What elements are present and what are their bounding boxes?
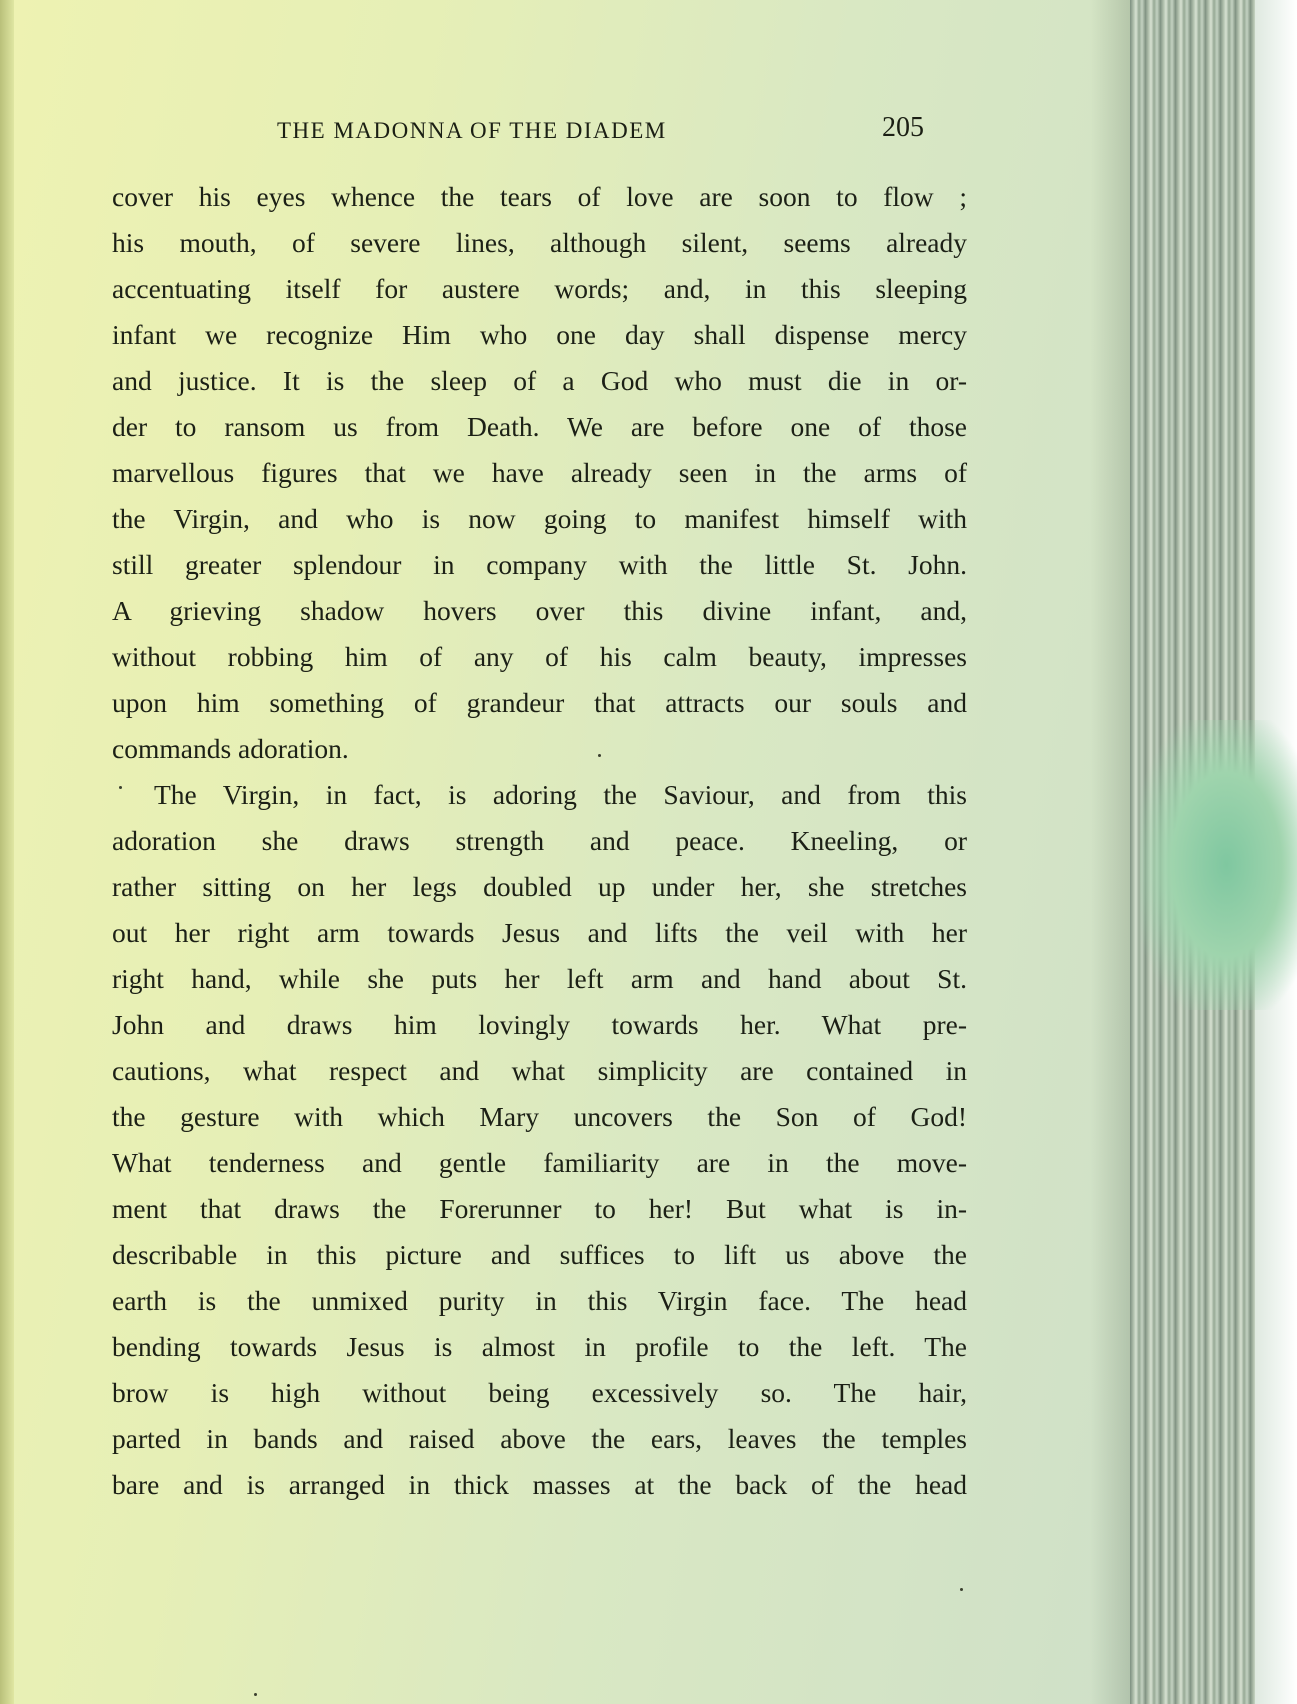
- text-line: cautions, what respect and what simplicity are contained in: [112, 1055, 967, 1086]
- text-line: parted in bands and raised above the ears, leaves the temples: [112, 1423, 967, 1454]
- paper-speck: [119, 786, 122, 789]
- text-line: What tenderness and gentle familiarity are in the move-: [112, 1147, 967, 1178]
- page-header: [0, 112, 1130, 152]
- text-line: earth is the unmixed purity in this Virgin face. The head: [112, 1285, 967, 1316]
- text-line: describable in this picture and suffices to lift us above the: [112, 1239, 967, 1270]
- text-line: the gesture with which Mary uncovers the Son of God!: [112, 1101, 967, 1132]
- running-title: THE MADONNA OF THE DIADEM: [277, 118, 667, 143]
- text-line: upon him something of grandeur that attracts our souls and: [112, 687, 967, 718]
- text-line: adoration she draws strength and peace. Kneeling, or: [112, 825, 967, 856]
- text-line: A grieving shadow hovers over this divine infant, and,: [112, 595, 967, 626]
- text-line: rather sitting on her legs doubled up under her, she stretches: [112, 871, 967, 902]
- paragraph: [112, 772, 967, 1508]
- text-line: ment that draws the Forerunner to her! But what is in-: [112, 1193, 967, 1224]
- paper-speck: [960, 1588, 963, 1591]
- text-line: out her right arm towards Jesus and lifts the veil with her: [112, 917, 967, 948]
- text-line: and justice. It is the sleep of a God who must die in or-: [112, 365, 967, 396]
- text-line: bare and is arranged in thick masses at the back of the head: [112, 1469, 967, 1500]
- page-left-edge: [0, 0, 14, 1704]
- text-line: without robbing him of any of his calm beauty, impresses: [112, 641, 967, 672]
- text-line: cover his eyes whence the tears of love are soon to flow ;: [112, 181, 967, 212]
- text-line: commands adoration.: [112, 733, 349, 764]
- text-line: bending towards Jesus is almost in profile to the left. The: [112, 1331, 967, 1362]
- text-line: right hand, while she puts her left arm and hand about St.: [112, 963, 967, 994]
- text-line: John and draws him lovingly towards her. What pre-: [112, 1009, 967, 1040]
- paper-speck: [598, 754, 601, 757]
- page-number: 205: [882, 112, 924, 143]
- page-shadow: [1090, 0, 1130, 1704]
- text-line: infant we recognize Him who one day shall dispense mercy: [112, 319, 967, 350]
- green-bookmark-tab: [1140, 720, 1297, 1010]
- text-line: brow is high without being excessively so. The hair,: [112, 1377, 967, 1408]
- text-line: der to ransom us from Death. We are before one of those: [112, 411, 967, 442]
- text-line: his mouth, of severe lines, although silent, seems already: [112, 227, 967, 258]
- paragraph: [112, 174, 967, 772]
- text-line: accentuating itself for austere words; and, in this sleeping: [112, 273, 967, 304]
- text-line: still greater splendour in company with the little St. John.: [112, 549, 967, 580]
- paper-speck: [254, 1693, 257, 1696]
- text-line: the Virgin, and who is now going to manifest himself with: [112, 503, 967, 534]
- body-text: [112, 174, 967, 1508]
- text-line: The Virgin, in fact, is adoring the Saviour, and from this: [154, 779, 967, 810]
- text-line: marvellous figures that we have already seen in the arms of: [112, 457, 967, 488]
